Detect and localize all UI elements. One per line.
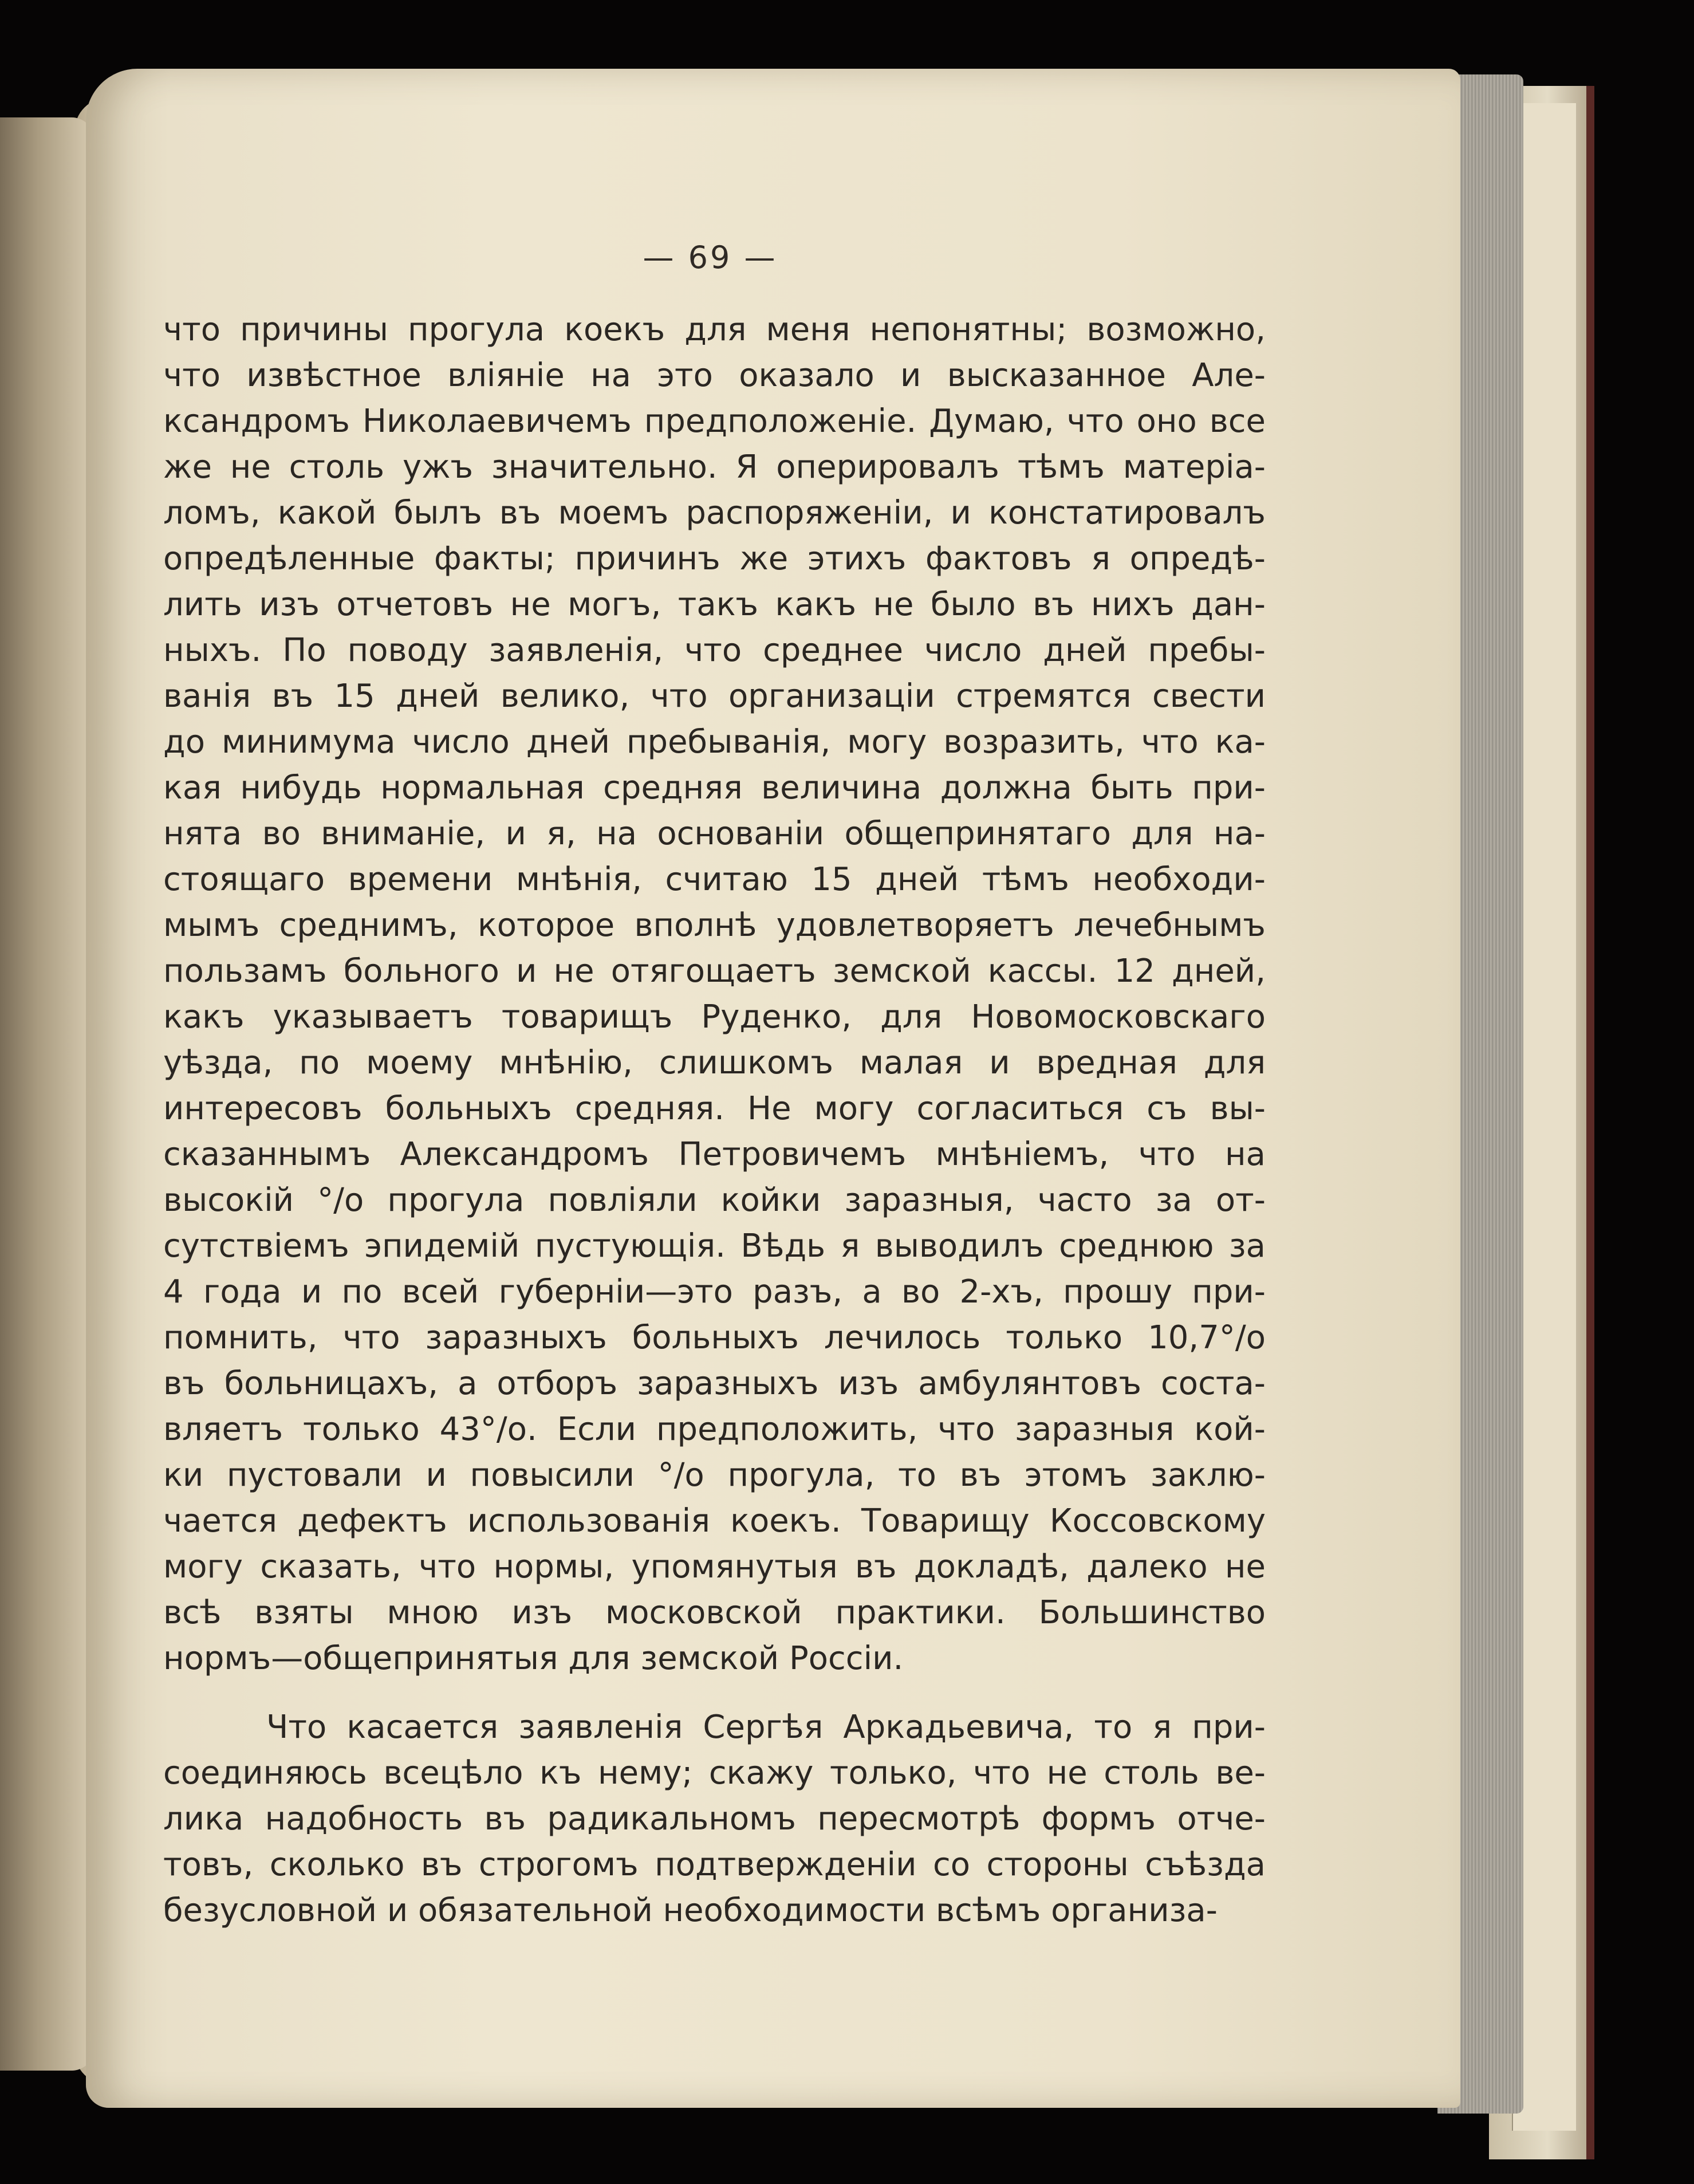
text-line: стоящаго времени мнѣнія, считаю 15 дней тѣмъ необходи- [163, 861, 1266, 898]
paragraph-gap [163, 1682, 1266, 1705]
text-line: могу сказать, что нормы, упомянутыя въ докладѣ, далеко не [163, 1548, 1266, 1585]
text-line: Что касается заявленія Сергѣя Аркадьевича, то я при- [266, 1709, 1266, 1746]
text-line: что извѣстное вліяніе на это оказало и высказанное Але- [163, 357, 1266, 394]
text-line: ванія въ 15 дней велико, что организаціи стремятся свести [163, 678, 1266, 715]
text-line: какъ указываетъ товарищъ Руденко, для Новомосковскаго [163, 998, 1266, 1036]
text-line: сказаннымъ Александромъ Петровичемъ мнѣніемъ, что на [163, 1136, 1266, 1173]
text-line: ки пустовали и повысили °/о прогула, то въ этомъ заклю- [163, 1457, 1266, 1494]
text-line: соединяюсь всецѣло къ нему; скажу только, что не столь ве- [163, 1754, 1266, 1792]
text-line: что причины прогула коекъ для меня непонятны; возможно, [163, 311, 1266, 348]
text-line: вляетъ только 43°/о. Если предположить, что заразныя кой- [163, 1411, 1266, 1448]
text-line: лить изъ отчетовъ не могъ, такъ какъ не было въ нихъ дан- [163, 586, 1266, 623]
text-line: ксандромъ Николаевичемъ предположеніе. Думаю, что оно все [163, 403, 1266, 440]
text-line: всѣ взяты мною изъ московской практики. Большинство [163, 1594, 1266, 1631]
text-line: опредѣленные факты; причинъ же этихъ фактовъ я опредѣ- [163, 540, 1266, 577]
text-line: до минимума число дней пребыванія, могу возразить, что ка- [163, 723, 1266, 761]
text-line: уѣзда, по моему мнѣнію, слишкомъ малая и вредная для [163, 1044, 1266, 1081]
left-page-fragment [0, 117, 94, 2071]
text-line: товъ, сколько въ строгомъ подтвержденіи со стороны съѣзда [163, 1846, 1266, 1883]
text-line: высокій °/о прогула повліяли койки заразныя, часто за от- [163, 1182, 1266, 1219]
text-line: мымъ среднимъ, которое вполнѣ удовлетворяетъ лечебнымъ [163, 907, 1266, 944]
body-text [163, 307, 1266, 1934]
text-line: ныхъ. По поводу заявленія, что среднее число дней пребы- [163, 632, 1266, 669]
text-line: сутствіемъ эпидемій пустующія. Вѣдь я выводилъ среднюю за [163, 1227, 1266, 1265]
text-line: ломъ, какой былъ въ моемъ распоряженіи, и констатировалъ [163, 494, 1266, 532]
text-line: кая нибудь нормальная средняя величина должна быть при- [163, 769, 1266, 806]
text-line: интересовъ больныхъ средняя. Не могу согласиться съ вы- [163, 1090, 1266, 1127]
page-number: — 69 — [643, 239, 778, 276]
text-line: же не столь ужъ значительно. Я оперировалъ тѣмъ матеріа- [163, 448, 1266, 486]
text-line: чается дефектъ использованія коекъ. Товарищу Коссовскому [163, 1502, 1266, 1540]
text-line: 4 года и по всей губерніи—это разъ, а во 2-хъ, прошу при- [163, 1273, 1266, 1311]
text-line: помнить, что заразныхъ больныхъ лечилось только 10,7°/о [163, 1319, 1266, 1356]
text-line: пользамъ больного и не отягощаетъ земской кассы. 12 дней, [163, 953, 1266, 990]
text-line: безусловной и обязательной необходимости всѣмъ организа- [163, 1892, 1218, 1929]
text-line: нормъ—общепринятыя для земской Россіи. [163, 1640, 904, 1677]
text-line: въ больницахъ, а отборъ заразныхъ изъ амбулянтовъ соста- [163, 1365, 1266, 1402]
text-line: лика надобность въ радикальномъ пересмотрѣ формъ отче- [163, 1800, 1266, 1837]
text-line: нята во вниманіе, и я, на основаніи общепринятаго для на- [163, 815, 1266, 852]
